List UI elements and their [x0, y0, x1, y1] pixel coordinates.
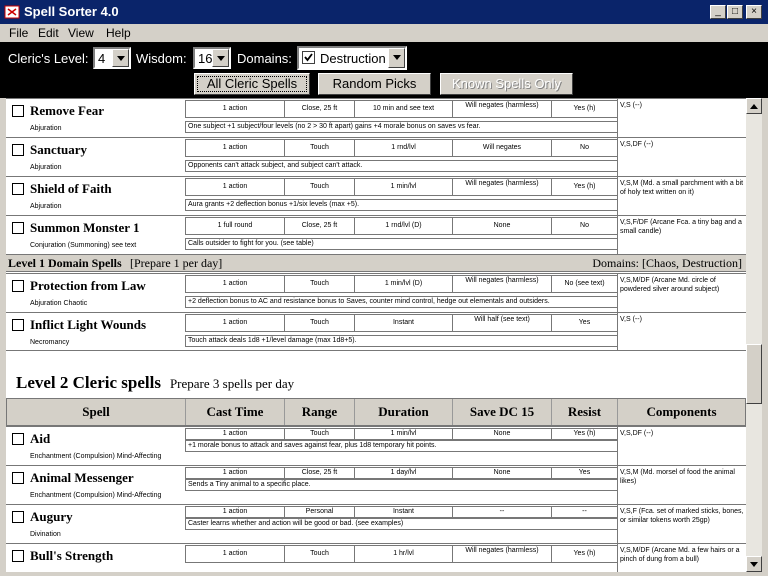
cast-time: 1 action — [185, 428, 285, 440]
spell-school: Enchantment (Compulsion) Mind-Affecting — [30, 453, 162, 460]
domain-list: Domains: [Chaos, Destruction] — [592, 256, 742, 270]
domain-checkbox[interactable] — [302, 51, 315, 64]
table-header — [6, 398, 746, 426]
spell-name: Inflict Light Wounds — [30, 317, 147, 332]
resist: Yes (h) — [551, 545, 618, 563]
save: Will negates (harmless) — [452, 100, 552, 118]
spell-name: Remove Fear — [30, 103, 104, 118]
header-save: Save DC 15 — [453, 399, 552, 425]
spell-school: Divination — [30, 531, 61, 538]
cast-time: 1 action — [185, 506, 285, 518]
range: Personal — [284, 506, 355, 518]
minimize-button[interactable] — [710, 5, 726, 19]
close-icon: × — [751, 6, 757, 17]
cast-time: 1 action — [185, 100, 285, 118]
menu-file[interactable]: File — [9, 26, 29, 40]
resist: Yes (h) — [551, 178, 618, 196]
spell-row-remove-fear — [6, 98, 746, 137]
spell-name: Summon Monster 1 — [30, 220, 140, 235]
spell-checkbox[interactable] — [12, 511, 24, 523]
spell-checkbox[interactable] — [12, 433, 24, 445]
components: V,S,M (Md. morsel of food the animal likes) — [617, 466, 746, 504]
spell-checkbox[interactable] — [12, 183, 24, 195]
duration: 1 day/lvl — [354, 467, 453, 479]
duration: 10 min and see text — [354, 100, 453, 118]
range: Touch — [284, 545, 355, 563]
spell-school: Abjuration — [30, 125, 62, 132]
spell-row-summon-monster-1 — [6, 215, 746, 254]
resist: -- — [551, 506, 618, 518]
level-value: 4 — [98, 51, 106, 66]
spell-checkbox[interactable] — [12, 144, 24, 156]
components: V,S (--) — [617, 313, 746, 351]
spell-row-shield-of-faith — [6, 176, 746, 215]
spell-school: Enchantment (Compulsion) Mind-Affecting — [30, 492, 162, 499]
spell-checkbox[interactable] — [12, 280, 24, 292]
save: Will half (see text) — [452, 314, 552, 332]
spell-school: Necromancy — [30, 339, 70, 346]
header-components: Components — [646, 404, 717, 419]
cast-time: 1 action — [185, 314, 285, 332]
spell-school: Abjuration — [30, 203, 62, 210]
spell-name: Bull's Strength — [30, 548, 114, 563]
spell-name: Animal Messenger — [30, 470, 134, 485]
spell-school: Abjuration — [30, 164, 62, 171]
level-select[interactable] — [93, 47, 131, 69]
spell-list — [6, 98, 746, 572]
range: Close, 25 ft — [284, 100, 355, 118]
spell-description: Opponents can't attack subject, and subject can't attack. — [185, 160, 618, 172]
spell-description: +1 morale bonus to attack and saves against fear, plus 1d8 temporary hit points. — [185, 440, 618, 452]
header-spell: Spell — [7, 399, 186, 425]
components: V,S,DF (--) — [617, 138, 746, 176]
window-title: Spell Sorter 4.0 — [24, 4, 119, 19]
spell-row-inflict-light-wounds — [6, 312, 746, 351]
cast-time: 1 action — [185, 467, 285, 479]
duration: 1 rnd/lvl — [354, 139, 453, 157]
known-spells-only-button[interactable]: Known Spells Only — [440, 73, 573, 95]
save: Will negates (harmless) — [452, 545, 552, 563]
spell-row-animal-messenger — [6, 465, 746, 504]
duration: 1 min/lvl — [354, 178, 453, 196]
maximize-button[interactable] — [727, 5, 743, 19]
domain-title: Level 1 Domain Spells — [8, 256, 122, 270]
save: None — [452, 467, 552, 479]
wisdom-value: 16 — [198, 51, 213, 66]
spell-description: Aura grants +2 deflection bonus +1/six levels (max +5). — [185, 199, 618, 211]
level-2-title: Level 2 Cleric spells — [16, 373, 161, 392]
components: V,S (--) — [617, 99, 746, 137]
spell-description: Calls outsider to fight for you. (see table) — [185, 238, 618, 250]
random-picks-button[interactable]: Random Picks — [318, 73, 431, 95]
all-cleric-spells-button[interactable]: All Cleric Spells — [194, 73, 310, 95]
resist: No (see text) — [551, 275, 618, 293]
save: None — [452, 428, 552, 440]
spell-name: Shield of Faith — [30, 181, 112, 196]
spell-row-protection-from-law — [6, 273, 746, 312]
wisdom-label: Wisdom: — [136, 51, 187, 66]
spell-name: Protection from Law — [30, 278, 146, 293]
range: Touch — [284, 314, 355, 332]
components: V,S,M (Md. a small parchment with a bit of holy text written on it) — [617, 177, 746, 215]
domains-label: Domains: — [237, 51, 292, 66]
toolbar — [0, 42, 768, 98]
checkmark-icon — [303, 52, 314, 63]
duration: Instant — [354, 506, 453, 518]
menu-view[interactable]: View — [68, 26, 94, 40]
domain-prepare: [Prepare 1 per day] — [130, 256, 223, 270]
menu-bar — [0, 24, 768, 42]
level-2-prepare: Prepare 3 spells per day — [169, 376, 295, 391]
wisdom-select[interactable] — [193, 47, 231, 69]
cast-time: 1 action — [185, 139, 285, 157]
spell-school: Conjuration (Summoning) see text — [30, 242, 137, 249]
components: V,S,M/DF (Arcane Md. a few hairs or a pinch of dung from a bull) — [617, 544, 746, 572]
menu-edit[interactable]: Edit — [38, 26, 59, 40]
cast-time: 1 action — [185, 178, 285, 196]
app-icon — [4, 4, 20, 20]
domain-value: Destruction — [320, 51, 386, 66]
spell-checkbox[interactable] — [12, 550, 24, 562]
spell-row-aid — [6, 426, 746, 465]
spell-description: Touch attack deals 1d8 +1/level damage (max 1d8+5). — [185, 335, 618, 347]
resist: Yes (h) — [551, 100, 618, 118]
scroll-up-icon[interactable] — [746, 98, 762, 114]
components: V,S,F/DF (Arcane Fca. a tiny bag and a small candle) — [617, 216, 746, 254]
spell-description: +2 deflection bonus to AC and resistance bonus to Saves, counter mind control, hedge out elementals and outsiders. — [185, 296, 618, 308]
spell-checkbox[interactable] — [12, 319, 24, 331]
duration: 1 hr/lvl — [354, 545, 453, 563]
resist: Yes (h) — [551, 428, 618, 440]
spell-description: One subject +1 subject/four levels (no 2 > 30 ft apart) gains +4 morale bonus on saves vs fear. — [185, 121, 618, 133]
range: Touch — [284, 428, 355, 440]
scroll-thumb[interactable] — [746, 344, 762, 404]
vertical-scrollbar[interactable] — [746, 98, 762, 572]
save: Will negates (harmless) — [452, 275, 552, 293]
header-range: Range — [285, 399, 355, 425]
range: Touch — [284, 139, 355, 157]
spell-row-sanctuary — [6, 137, 746, 176]
spell-row-bulls-strength — [6, 543, 746, 572]
resist: No — [551, 217, 618, 235]
save: -- — [452, 506, 552, 518]
chevron-down-icon[interactable] — [388, 48, 405, 68]
range: Touch — [284, 178, 355, 196]
close-button[interactable] — [746, 5, 762, 19]
cast-time: 1 action — [185, 275, 285, 293]
title-bar[interactable] — [0, 0, 768, 24]
spell-school: Abjuration Chaotic — [30, 300, 88, 307]
header-resist: Resist — [552, 399, 618, 425]
cast-time: 1 action — [185, 545, 285, 563]
range: Close, 25 ft — [284, 467, 355, 479]
save: Will negates (harmless) — [452, 178, 552, 196]
level-label: Cleric's Level: — [8, 51, 89, 66]
duration: Instant — [354, 314, 453, 332]
chevron-down-icon[interactable] — [112, 49, 129, 67]
duration: 1 min/lvl — [354, 428, 453, 440]
scroll-down-icon[interactable] — [746, 556, 762, 572]
spell-checkbox[interactable] — [12, 222, 24, 234]
domain-select[interactable] — [297, 46, 407, 70]
spell-checkbox[interactable] — [12, 472, 24, 484]
spell-description: Sends a Tiny animal to a specific place. — [185, 479, 618, 491]
resist: No — [551, 139, 618, 157]
cast-time: 1 full round — [185, 217, 285, 235]
level-2-heading — [16, 373, 294, 393]
spell-name: Sanctuary — [30, 142, 88, 157]
spell-name: Augury — [30, 509, 73, 524]
duration: 1 rnd/lvl (D) — [354, 217, 453, 235]
resist: Yes — [551, 314, 618, 332]
range: Close, 25 ft — [284, 217, 355, 235]
spell-row-augury — [6, 504, 746, 543]
chevron-down-icon[interactable] — [212, 49, 229, 67]
header-duration: Duration — [355, 399, 453, 425]
minimize-icon: _ — [715, 6, 721, 17]
duration: 1 min/lvl (D) — [354, 275, 453, 293]
components: V,S,DF (--) — [617, 427, 746, 465]
domain-spells-header — [6, 254, 746, 272]
maximize-icon: □ — [731, 6, 739, 17]
spell-name: Aid — [30, 431, 51, 446]
save: None — [452, 217, 552, 235]
spell-description: Caster learns whether and action will be good or bad. (see examples) — [185, 518, 618, 530]
resist: Yes — [551, 467, 618, 479]
range: Touch — [284, 275, 355, 293]
header-cast-time: Cast Time — [186, 399, 285, 425]
save: Will negates — [452, 139, 552, 157]
menu-help[interactable]: Help — [106, 26, 131, 40]
components: V,S,M/DF (Arcane Md. circle of powdered silver around subject) — [617, 274, 746, 312]
spell-checkbox[interactable] — [12, 105, 24, 117]
components: V,S,F (Fca. set of marked sticks, bones, or similar tokens worth 25gp) — [617, 505, 746, 543]
